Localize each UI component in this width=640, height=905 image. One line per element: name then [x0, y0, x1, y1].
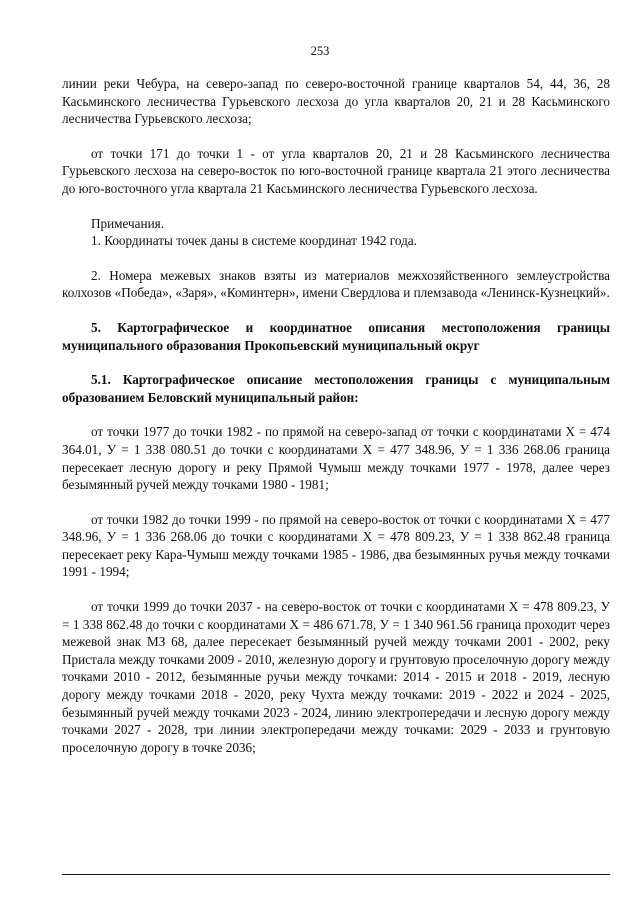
- section-5-heading: 5. Картографическое и координатное описания местоположения границы муниципального образования Прокопьевский муниципальный округ: [62, 319, 610, 353]
- note-2: 2. Номера межевых знаков взяты из материалов межхозяйственного землеустройства колхозов «Победа», «Заря», «Коминтерн», имени Свердлова и племзавода «Ленинск-Кузнецкий».: [62, 267, 610, 301]
- page-number: 253: [310, 44, 330, 58]
- paragraph-continuation: линии реки Чебура, на северо-запад по северо-восточной границе кварталов 54, 44, 36, 28 Касьминского лесничества Гурьевского лесхоза до угла кварталов 20, 21 и 28 Касьминского лесничества Гурьевского лесхоза;: [62, 76, 610, 127]
- paragraph-point-1977-to-1982: от точки 1977 до точки 1982 - по прямой на северо-запад от точки с координатами X = 474 364.01, У = 1 338 080.51 до точки с координатами X = 477 348.96, У = 1 336 268.06 граница пересекает лесную дорогу и реку Прямой Чумыш между точками 1977 - 1978, далее через безымянный ручей между точками 1980 - 1981;: [62, 424, 610, 493]
- footer-divider: [62, 874, 610, 875]
- paragraph-point-1982-to-1999: от точки 1982 до точки 1999 - по прямой на северо-восток от точки с координатами X = 477 348.96, У = 1 336 268.06 до точки с координатами X = 478 809.23, У = 1 338 862.48 граница пересекает реку Кара-Чумыш между точками 1985 - 1986, два безымянных ручья между точками 1991 - 1994;: [62, 511, 610, 580]
- notes-heading: Примечания.: [91, 215, 165, 231]
- paragraph-point-1999-to-2037: от точки 1999 до точки 2037 - на северо-восток от точки с координатами X = 478 809.23, У = 1 338 862.48 до точки с координатами X = 486 671.78, У = 1 340 961.56 граница проходит через межевой знак МЗ 68, далее пересекает безымянный ручей между точками 2001 - 2002, реку Пристала между точками 2009 - 2010, железную дорогу и грунтовую проселочную дорогу между точками 2010 - 2012, безымянные ручьи между точками: 2014 - 2015 и 2018 - 2019, лесную дорогу между точками 2018 - 2020, реку Чухта между точками: 2019 - 2022 и 2024 - 2025, безымянный ручей между точками 2023 - 2024, линию электропередачи и лесную дорогу между точками 2027 - 2028, три линии электропередачи между точками: 2029 - 2033 и грунтовую проселочную дорогу в точке 2036;: [62, 599, 610, 755]
- document-body: [62, 75, 610, 756]
- paragraph-point-171-to-1: от точки 171 до точки 1 - от угла кварталов 20, 21 и 28 Касьминского лесничества Гурьевского лесхоза на северо-восток по юго-восточной границе квартала 21 этого лесничества до юго-восточного угла квартала 21 Касьминского лесничества Гурьевского лесхоза.: [62, 145, 610, 196]
- note-1: 1. Координаты точек даны в системе координат 1942 года.: [91, 233, 417, 249]
- section-5-1-heading: 5.1. Картографическое описание местоположения границы с муниципальным образованием Беловский муниципальный район:: [62, 372, 610, 405]
